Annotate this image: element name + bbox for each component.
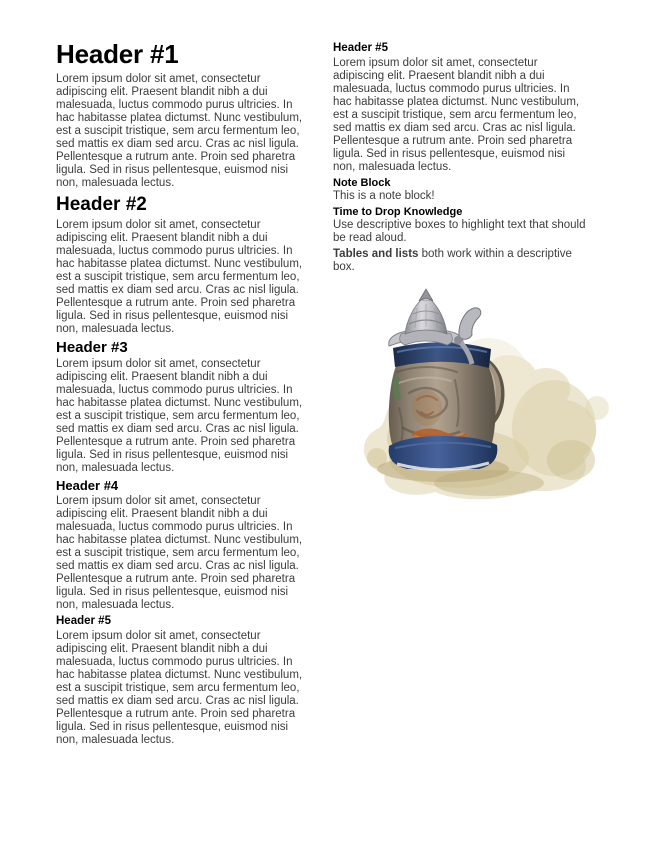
paragraph-lorem: Lorem ipsum dolor sit amet, consectetur adipiscing elit. Praesent blandit nibh a dui malesuada, luctus commodo purus ultricies. In hac habitasse platea dictumst. Nunc vestibulum, est a suscipit tristique, sem arcu fermentum leo, sed mattis ex diam sed arcu. Cras ac nisl ligula. Pellentesque a rutrum ante. Proin sed pharetra ligula. Sed in risus pellentesque, euismod nisi non, malesuada lectus. xyxy=(56,358,303,474)
drop-knowledge-text: Use descriptive boxes to highlight text that should be read aloud. xyxy=(333,219,586,244)
header-3: Header #3 xyxy=(56,339,128,356)
paragraph-lorem: Lorem ipsum dolor sit amet, consectetur adipiscing elit. Praesent blandit nibh a dui malesuada, luctus commodo purus ultricies. In hac habitasse platea dictumst. Nunc vestibulum, est a suscipit tristique, sem arcu fermentum leo, sed mattis ex diam sed arcu. Cras ac nisl ligula. Pellentesque a rutrum ante. Proin sed pharetra ligula. Sed in risus pellentesque, euismod nisi non, malesuada lectus. xyxy=(56,219,303,335)
paragraph-lorem: Lorem ipsum dolor sit amet, consectetur adipiscing elit. Praesent blandit nibh a dui malesuada, luctus commodo purus ultricies. In hac habitasse platea dictumst. Nunc vestibulum, est a suscipit tristique, sem arcu fermentum leo, sed mattis ex diam sed arcu. Cras ac nisl ligula. Pellentesque a rutrum ante. Proin sed pharetra ligula. Sed in risus pellentesque, euismod nisi non, malesuada lectus. xyxy=(56,73,303,189)
paragraph-lorem: Lorem ipsum dolor sit amet, consectetur adipiscing elit. Praesent blandit nibh a dui malesuada, luctus commodo purus ultricies. In hac habitasse platea dictumst. Nunc vestibulum, est a suscipit tristique, sem arcu fermentum leo, sed mattis ex diam sed arcu. Cras ac nisl ligula. Pellentesque a rutrum ante. Proin sed pharetra ligula. Sed in risus pellentesque, euismod nisi non, malesuada lectus. xyxy=(56,495,303,611)
header-2: Header #2 xyxy=(56,194,147,215)
paragraph-lorem: Lorem ipsum dolor sit amet, consectetur adipiscing elit. Praesent blandit nibh a dui malesuada, luctus commodo purus ultricies. In hac habitasse platea dictumst. Nunc vestibulum, est a suscipit tristique, sem arcu fermentum leo, sed mattis ex diam sed arcu. Cras ac nisl ligula. Pellentesque a rutrum ante. Proin sed pharetra ligula. Sed in risus pellentesque, euismod nisi non, malesuada lectus. xyxy=(333,57,580,173)
note-block-text: This is a note block! xyxy=(333,190,435,202)
header-5: Header #5 xyxy=(56,615,111,627)
note-block-label: Note Block xyxy=(333,177,391,189)
left-column xyxy=(56,40,310,844)
drop-knowledge-label: Time to Drop Knowledge xyxy=(333,206,463,218)
header-4: Header #4 xyxy=(56,478,119,493)
stein-base xyxy=(389,436,498,470)
stein-lid xyxy=(400,289,453,345)
right-column xyxy=(333,40,587,844)
tables-lists-bold: Tables and lists xyxy=(333,248,419,260)
tables-lists-line xyxy=(333,248,587,274)
paragraph-lorem: Lorem ipsum dolor sit amet, consectetur adipiscing elit. Praesent blandit nibh a dui malesuada, luctus commodo purus ultricies. In hac habitasse platea dictumst. Nunc vestibulum, est a suscipit tristique, sem arcu fermentum leo, sed mattis ex diam sed arcu. Cras ac nisl ligula. Pellentesque a rutrum ante. Proin sed pharetra ligula. Sed in risus pellentesque, euismod nisi non, malesuada lectus. xyxy=(56,630,303,746)
header-1: Header #1 xyxy=(56,39,179,69)
beer-stein-image xyxy=(339,288,619,503)
header-5-right: Header #5 xyxy=(333,42,388,54)
tables-lists-rest: both work within a descriptive box. xyxy=(333,248,572,273)
beer-stein-watercolor-icon xyxy=(339,288,619,503)
